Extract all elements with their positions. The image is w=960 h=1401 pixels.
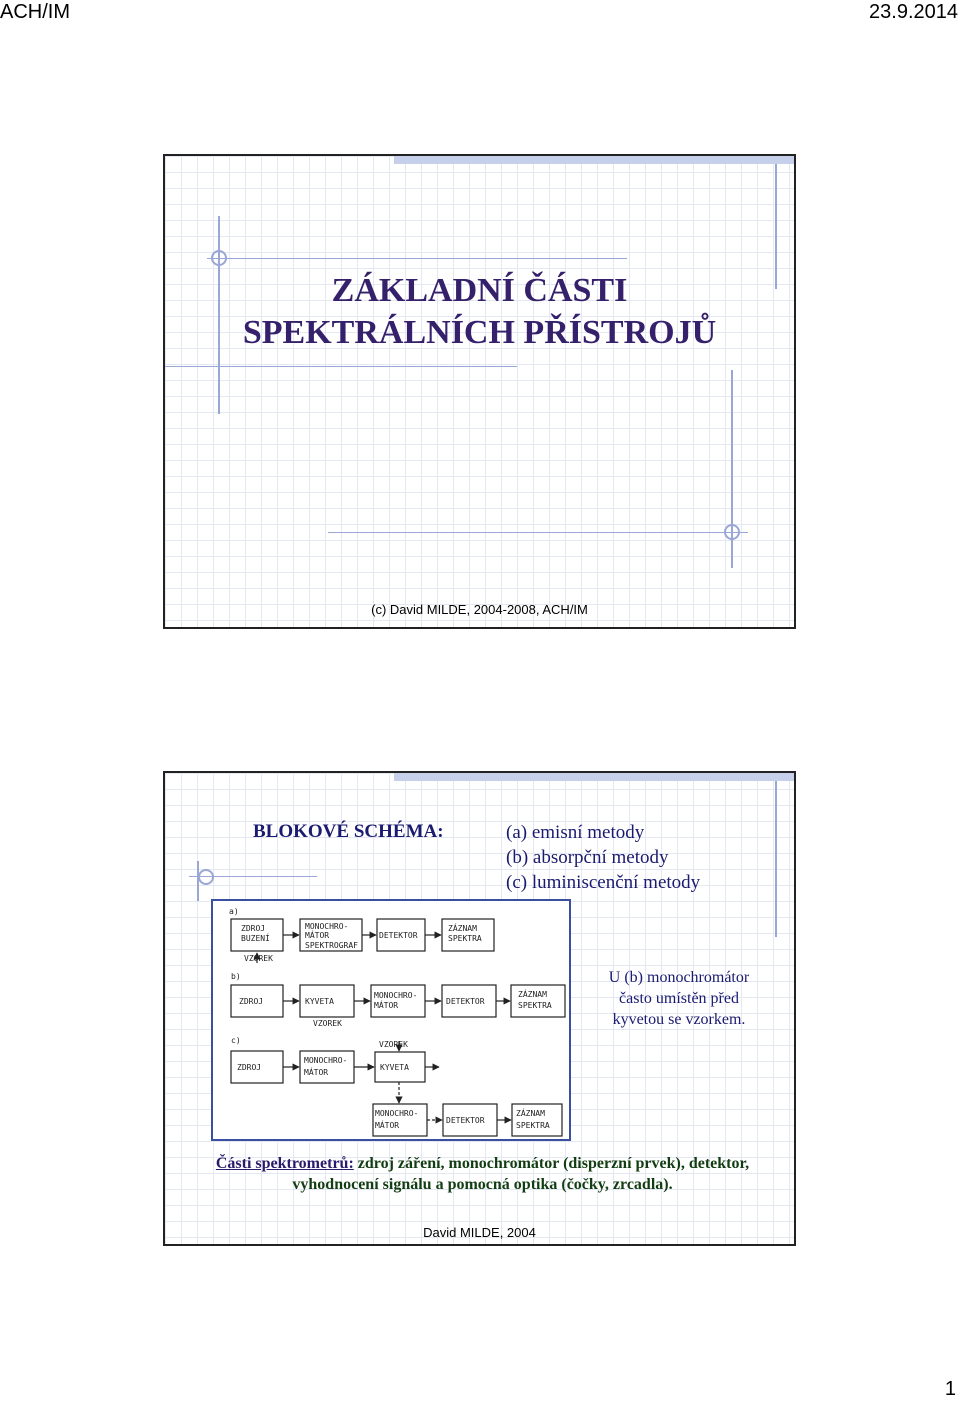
box-c-mono1-l2: MÁTOR: [304, 1068, 329, 1077]
slide-block-scheme: [163, 771, 796, 1246]
diagram-label-c: c): [231, 1036, 241, 1045]
label-c-sample: VZOREK: [379, 1040, 408, 1049]
monochromator-note: [589, 967, 769, 1030]
box-a-source-l2: BUZENÍ: [241, 934, 270, 943]
slide-title: [163, 154, 796, 629]
box-a-mono-l1: MONOCHRO-: [305, 922, 349, 931]
slide-footer: (c) David MILDE, 2004-2008, ACH/IM: [371, 602, 588, 617]
block-diagram: [211, 899, 571, 1141]
decor-hline-mid: [165, 366, 517, 367]
page-number: 1: [944, 1378, 956, 1400]
slide-footer: David MILDE, 2004: [423, 1225, 536, 1240]
box-c-detector-label: DETEKTOR: [446, 1116, 485, 1125]
box-c-record-l1: ZÁZNAM: [516, 1109, 545, 1118]
box-c-source-label: ZDROJ: [237, 1063, 262, 1072]
slide-top-bar: [394, 773, 794, 781]
box-c-record-l2: SPEKTRA: [516, 1121, 550, 1130]
method-item: (c) luminiscenční metody: [506, 872, 701, 893]
method-item: (a) emisní metody: [506, 822, 645, 843]
label-b-sample: VZOREK: [313, 1019, 342, 1028]
box-b-mono-l2: MÁTOR: [374, 1001, 399, 1010]
box-a-detector-label: DETEKTOR: [379, 931, 418, 940]
box-c-mono1-l1: MONOCHRO-: [304, 1056, 348, 1065]
decor-hline-bottom: [328, 532, 748, 533]
box-a-record-l2: SPEKTRA: [448, 934, 482, 943]
slide-top-bar: [394, 156, 794, 164]
block-scheme-heading: BLOKOVÉ SCHÉMA:: [253, 821, 444, 842]
slide-title-line-2: SPEKTRÁLNÍCH PŘÍSTROJŮ: [242, 314, 717, 351]
decor-hline-top: [207, 258, 627, 259]
slide-title-line-1: ZÁKLADNÍ ČÁSTI: [331, 272, 628, 309]
box-c-cuvette-label: KYVETA: [380, 1063, 409, 1072]
decor-vline-topright: [775, 781, 777, 937]
spectrometer-parts: [205, 1153, 760, 1195]
box-a-mono-l2: MÁTOR: [305, 931, 330, 940]
decor-circle-top: [211, 250, 227, 266]
diagram-label-a: a): [229, 907, 239, 916]
parts-rest: zdroj záření, monochromátor (disperzní prvek), detektor, vyhodnocení signálu a pomocná optika (čočky, zrcadla).: [292, 1155, 750, 1193]
parts-lead: Části spektrometrů:: [215, 1155, 354, 1172]
header-date: 23.9.2014: [869, 1, 958, 23]
box-a-record-l1: ZÁZNAM: [448, 924, 477, 933]
box-b-record-l1: ZÁZNAM: [518, 990, 547, 999]
note-line: kyvetou se vzorkem.: [612, 1011, 746, 1028]
box-a-mono-l3: SPEKTROGRAF: [305, 941, 358, 950]
note-line: často umístěn před: [619, 990, 739, 1007]
box-b-record-l2: SPEKTRA: [518, 1001, 552, 1010]
label-a-sample: VZOREK: [244, 954, 273, 963]
diagram-label-b: b): [231, 972, 241, 981]
header-course-code: ACH/IM: [0, 1, 70, 23]
decor-circle: [198, 869, 214, 885]
methods-list: [506, 820, 700, 895]
box-a-source-l1: ZDROJ: [241, 924, 266, 933]
method-item: (b) absorpční metody: [506, 847, 669, 868]
note-line: U (b) monochromátor: [608, 969, 750, 986]
box-b-cuvette-label: KYVETA: [305, 997, 334, 1006]
decor-circle-bottom: [724, 524, 740, 540]
box-b-source-label: ZDROJ: [239, 997, 264, 1006]
box-b-detector-label: DETEKTOR: [446, 997, 485, 1006]
block-diagram-svg: [213, 901, 569, 1139]
box-c-mono2-l1: MONOCHRO-: [375, 1109, 419, 1118]
box-c-mono2-l2: MÁTOR: [375, 1121, 400, 1130]
box-b-mono-l1: MONOCHRO-: [374, 991, 418, 1000]
